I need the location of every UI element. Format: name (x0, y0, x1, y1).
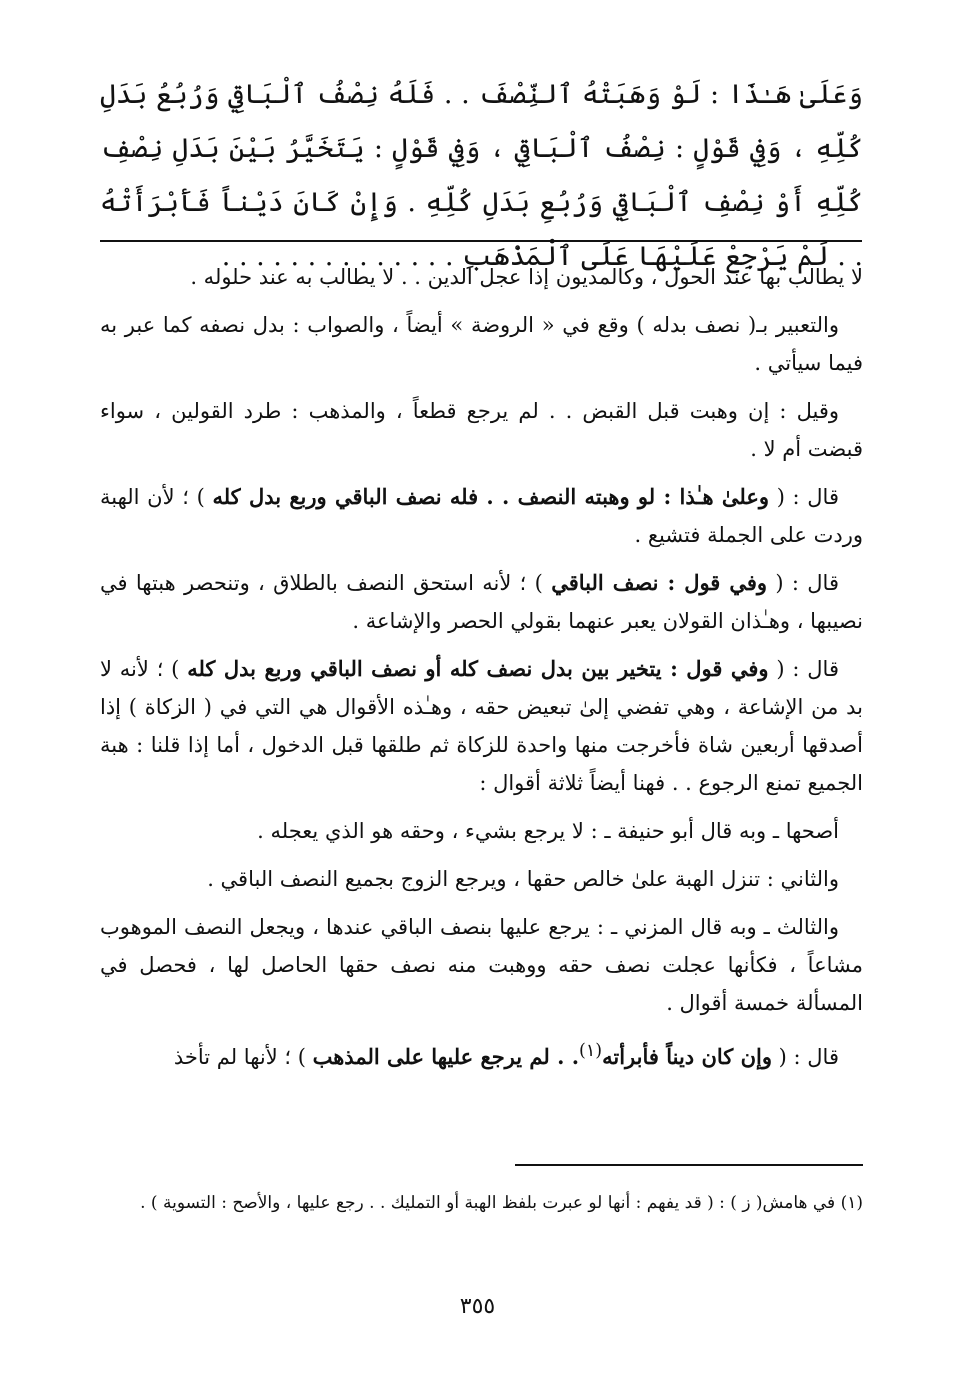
commentary-paragraph: والثالث ـ وبه قال المزني ـ : يرجع عليها بنصف الباقي عندها ، ويجعل النصف الموهوب مشاعاً ، فكأنها عجلت نصف حقه ووهبت منه نصف حقها الحاصل لها ، فحصل في المسألة خمسة أقوال . (100, 915, 863, 1015)
matn-separator-rule (100, 240, 862, 242)
quote-open: قال : ( (768, 657, 839, 681)
commentary-text-run: ) ؛ لأنه لا بد من الإشاعة ، وهي تفضي إلىٰ تبعيض حقه ، وهـٰذه الأقوال هي التي في ( الزكاة ) إذا أصدقها أربعين شاة فأخرجت منها واحدة للزكاة ثم طلقها قبل الدخول ، أما إذا قلنا : هبة الجميع تمنع الرجوع . . فهنا أيضاً ثلاثة أقوال : (100, 657, 863, 795)
commentary-paragraph: والتعبير بـ( نصف بدله ) وقع في « الروضة » أيضاً ، والصواب : بدل نصفه كما عبر به فيما سيأتي . (100, 313, 863, 375)
matn-line-2: نِصْفُ ٱلْبَاقِي ، وَفِي قَوْلٍ : يَتَخَيَّرُ بَيْنَ بَدَلِ نِصْفِ كُلِّهِ أَوْ نِصْفِ ٱلْبَاقِي وَرُبُعِ بَدَلِ (100, 133, 864, 218)
matn-line-3: كُلِّهِ . وَإِنْ كَانَ دَيْناً فَأَبْرَأَتْهُ . . لَمْ يَرْجِعْ عَلَيْهَا عَلَى ٱلْمَذْهَبِ . . . . . . . . . . . . . . (100, 187, 863, 272)
footnote: (١) في هامش( ز ) : ( قد يفهم : أنها لو عبرت بلفظ الهبة أو التمليك . . رجع عليها ، والأصح : التسوية ) . (140, 1193, 863, 1213)
commentary-paragraph: وقيل : إن وهبت قبل القبض . . لم يرجع قطعاً ، والمذهب : طرد القولين ، سواء قبضت أم لا . (100, 399, 863, 461)
matn-quote: وفي قول : يتخير بين بدل نصف كله أو نصف الباقي وربع بدل كله (187, 656, 769, 681)
commentary-paragraph (100, 564, 863, 640)
matn-quote: وإن كان ديناً فأبرأته (602, 1044, 772, 1069)
commentary-paragraph: أصحها ـ وبه قال أبو حنيفة ـ : لا يرجع بشيء ، وحقه هو الذي يعجله . (257, 819, 839, 843)
matn-line-1: وَعَلَىٰ هَـٰذَا : لَوْ وَهَبَتْهُ ٱلنِّصْفَ . . فَلَهُ نِصْفُ ٱلْبَاقِي وَرُبُعُ بَدَلِ كُلِّهِ ، وَفِي قَوْلٍ : (100, 79, 864, 164)
matn-quote: وفي قول : نصف الباقي (551, 570, 768, 595)
commentary-paragraph (100, 650, 863, 802)
commentary-paragraph (100, 1032, 863, 1076)
commentary-text-run: ) ؛ لأنه استحق النصف بالطلاق ، وتنحصر هبتها في نصيبها ، وهـٰذان القولان يعبر عنهما بقولي الحصر والإشاعة . (100, 571, 863, 633)
commentary-text-run: ) ؛ لأن الهبة وردت على الجملة فتشيع . (100, 485, 863, 547)
matn-quote: وعلىٰ هـٰذا : لو وهبته النصف . . فله نصف الباقي وربع بدل كله (212, 484, 770, 509)
commentary-paragraph: لا يطالب بها عند الحول ، وكالمديون إذا عجل الدين . . لا يطالب به عند حلوله . (190, 265, 863, 289)
footnote-marker[interactable]: (١) (579, 1041, 603, 1061)
page-number: ٣٥٥ (459, 1294, 496, 1319)
commentary-text (100, 258, 863, 1086)
footnote-separator-rule (515, 1164, 863, 1166)
commentary-paragraph: والثاني : تنزل الهبة علىٰ خالص حقها ، ويرجع الزوج بجميع النصف الباقي . (207, 867, 839, 891)
commentary-paragraph (100, 478, 863, 554)
quote-open: قال : ( (767, 571, 839, 595)
quote-open: قال : ( (772, 1045, 839, 1069)
matn-quote: . . لم يرجع عليها على المذهب (312, 1044, 580, 1069)
quote-open: قال : ( (769, 485, 839, 509)
matn-text (100, 68, 863, 284)
commentary-text-run: ) ؛ لأنها لم تأخذ (173, 1045, 313, 1069)
